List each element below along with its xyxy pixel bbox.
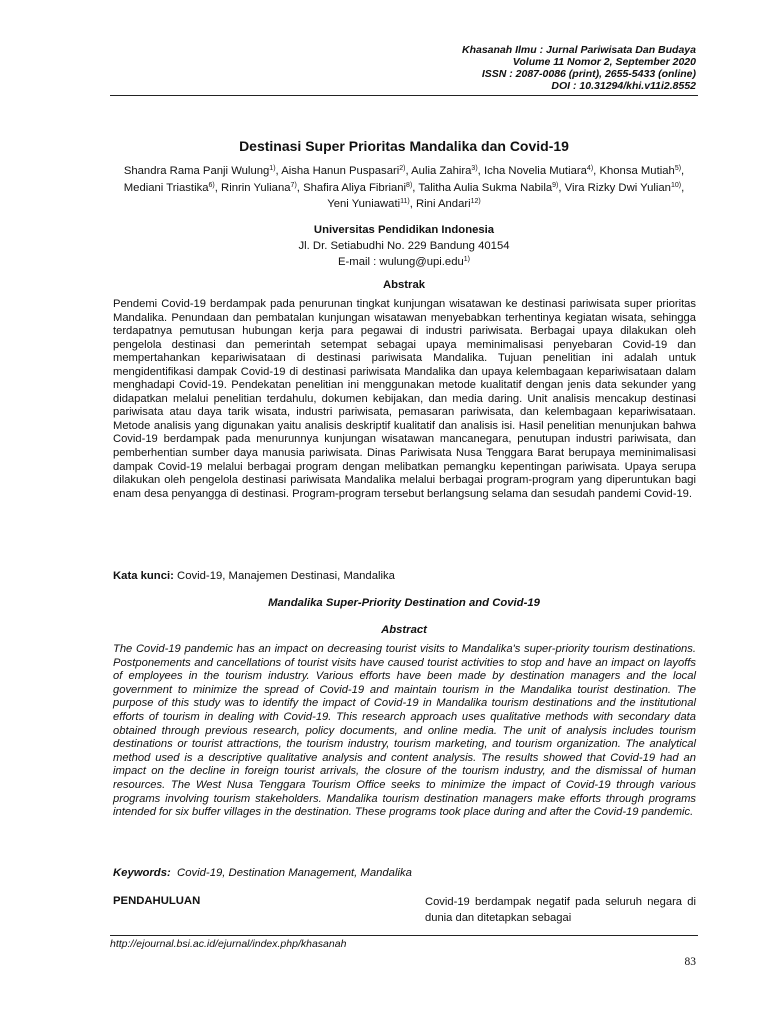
author bbox=[416, 198, 481, 210]
keywords-label: Keywords: bbox=[113, 867, 171, 879]
journal-doi[interactable]: DOI : 10.31294/khi.v11i2.8552 bbox=[551, 80, 696, 92]
institution-name: Universitas Pendidikan Indonesia bbox=[313, 224, 495, 236]
english-title: Mandalika Super-Priority Destination and Covid-19 bbox=[268, 597, 540, 609]
journal-url[interactable]: http://ejournal.bsi.ac.id/ejurnal/index.php/khasanah bbox=[110, 938, 347, 950]
abstract-heading: Abstract bbox=[381, 624, 427, 636]
author-name: Shafira Aliya Fibriani bbox=[303, 181, 407, 194]
author-name: Aulia Zahira bbox=[411, 165, 472, 177]
author bbox=[303, 182, 412, 194]
author bbox=[411, 165, 478, 177]
author-affiliation-marker: 12) bbox=[470, 198, 481, 205]
author-name: Mediani Triastika bbox=[123, 181, 209, 194]
intro-paragraph: Covid-19 berdampak negatif pada seluruh negara di dunia dan ditetapkan sebagai bbox=[425, 896, 696, 924]
author-affiliation-marker: 11) bbox=[400, 198, 410, 205]
author-affiliation-marker: 4) bbox=[586, 165, 594, 172]
page-number: 83 bbox=[684, 956, 696, 968]
footer-divider bbox=[110, 935, 698, 936]
author bbox=[327, 198, 409, 210]
author-name: Aisha Hanun Puspasari bbox=[281, 165, 400, 177]
section-heading: PENDAHULUAN bbox=[113, 895, 201, 907]
author bbox=[565, 182, 681, 194]
author-name: Rinrin Yuliana bbox=[221, 181, 291, 194]
author-name: Talitha Aulia Sukma Nabila bbox=[418, 181, 553, 194]
author bbox=[484, 165, 593, 177]
author bbox=[418, 182, 558, 194]
author-affiliation-marker: 6) bbox=[208, 181, 215, 189]
author-affiliation-marker: 5) bbox=[674, 165, 682, 172]
author-name: Shandra Rama Panji Wulung bbox=[123, 165, 270, 177]
author-affiliation-marker: 10) bbox=[670, 181, 682, 189]
keywords bbox=[113, 867, 412, 879]
author-affiliation-marker: 8) bbox=[406, 181, 413, 189]
author-affiliation-marker: 9) bbox=[552, 181, 559, 189]
kata-kunci-text: Covid-19, Manajemen Destinasi, Mandalika bbox=[177, 570, 395, 582]
author-affiliation-marker: 2) bbox=[399, 165, 406, 172]
author bbox=[281, 165, 405, 177]
journal-header bbox=[462, 44, 696, 92]
email-text[interactable]: E-mail : wulung@upi.edu bbox=[338, 256, 464, 268]
email-footnote-marker: 1) bbox=[463, 256, 470, 263]
author-affiliation-marker: 1) bbox=[269, 165, 276, 172]
affiliation-block bbox=[110, 222, 698, 270]
author-affiliation-marker: 3) bbox=[471, 165, 478, 172]
author-affiliation-marker: 7) bbox=[290, 181, 297, 189]
author-email[interactable] bbox=[110, 254, 698, 270]
author bbox=[124, 182, 215, 194]
journal-issn: ISSN : 2087-0086 (print), 2655-5433 (online) bbox=[481, 68, 696, 80]
author bbox=[221, 182, 297, 194]
author-name: Yeni Yuniawati bbox=[327, 198, 401, 210]
author bbox=[124, 165, 276, 177]
kata-kunci-label: Kata kunci: bbox=[113, 570, 174, 582]
author-name: Vira Rizky Dwi Yulian bbox=[564, 181, 671, 194]
kata-kunci bbox=[113, 570, 395, 582]
header-divider bbox=[110, 95, 698, 96]
author-list: Shandra Rama Panji Wulung$^{1)}$, Aisha Hanun Puspasari$^{2)}$, Aulia Zahira$^{3)}$, Icha Novelia Mutiara$^{4)}$, Khonsa Mutiah$^{5)}$, Mediani Triastika$^{6)}$, Rinrin Yuliana$^{7)}$, Shafira Aliya Fibriani$^{8)}$, Talitha Aulia Sukma Nabila$^{9)}$, Vira Rizky Dwi Yulian$^{10)}$, Yeni Yuniawati$^{11)}$, Rini Andari$^{12)}$ bbox=[123, 165, 685, 210]
author-name: Icha Novelia Mutiara bbox=[483, 165, 587, 177]
author bbox=[599, 165, 681, 177]
journal-name: Khasanah Ilmu : Jurnal Pariwisata Dan Budaya bbox=[462, 44, 696, 56]
abstract-text: The Covid-19 pandemic has an impact on decreasing tourist visits to Mandalika's super-priority tourism destinations. Postponements and cancellations of tourist visits have caused tourist activities to stop and have an impact on layoffs of employees in the tourism industry. Various efforts have been made by destination managers and the local government to minimize the spread of Covid-19 and maintain tourism in the Mandalika tourist destination. The purpose of this study was to identify the impact of Covid-19 in Mandalika tourism destinations and the institutional efforts of tourism in dealing with Covid-19. This research approach uses qualitative methods with secondary data obtained through previous research, policy documents, and online media. The unit of analysis includes tourism destinations or tourist attractions, the tourism industry, tourism marketing, and tourism organization. The analytical method used is a descriptive qualitative analysis and content analysis. The results showed that Covid-19 had an impact on the decline in foreign tourist arrivals, the closure of the tourism industry, and the dismissal of human resources. The West Nusa Tenggara Tourism Office seeks to minimize the impact of Covid-19 through various programs involving tourism stakeholders. Mandalika tourism destination managers make efforts through programs intended for six buffer villages in the destination. These programs took place during and after the Covid-19 pandemic. bbox=[113, 643, 696, 819]
author-name: Khonsa Mutiah bbox=[599, 165, 675, 177]
abstrak-heading: Abstrak bbox=[382, 279, 426, 291]
journal-volume: Volume 11 Nomor 2, September 2020 bbox=[512, 56, 696, 68]
keywords-text: Covid-19, Destination Management, Mandalika bbox=[177, 867, 412, 879]
article-title: Destinasi Super Prioritas Mandalika dan Covid-19 bbox=[239, 138, 569, 154]
abstrak-text: Pendemi Covid-19 berdampak pada penurunan tingkat kunjungan wisatawan ke destinasi pariwisata super prioritas Mandalika. Penundaan dan pembatalan kunjungan wisatawan menyebabkan terhentinya kegiatan wisata, sehingga terdapatnya pemutusan hubungan kerja para pegawai di industri pariwisata. Berbagai upaya dilakukan oleh pengelola destinasi dan pemerintah setempat sebagai upaya meminimalisasi penyebaran Covid-19 dan mempertahankan kepariwisataan di destinasi pariwisata Mandalika. Tujuan penelitian ini adalah untuk mengidentifikasi dampak Covid-19 di destinasi pariwisata Mandalika dan upaya kelembagaan kepariwisataan dalam menghadapi Covid-19. Pendekatan penelitian ini menggunakan metode kualitatif dengan jenis data sekunder yang didapatkan melalui penelitian terdahulu, dokumen kebijakan, dan media daring. Unit analisis mencakup destinasi pariwisata atau daya tarik wisata, industri pariwisata, pemasaran pariwisata, dan kelembagaan kepariwisataan. Metode analisis yang digunakan yaitu analisis deskriptif kualitatif dan analisis isi. Hasil penelitian menunjukan bahwa Covid-19 berdampak pada menurunnya kunjungan wisatawan mancanegara, penutupan industri pariwisata, dan pemberhentian sumber daya manusia pariwisata. Dinas Pariwisata Nusa Tenggara Barat berupaya meminimalisasi dampak Covid-19 melalui berbagai program dengan melibatkan pemangku kepentingan pariwisata. Upaya serupa dilakukan oleh pengelola destinasi pariwisata Mandalika melalui berbagai program-program yang diperuntukan bagi enam desa penyangga di destinasi. Program-program tersebut berlangsung selama dan sesudah pandemi Covid-19. bbox=[113, 298, 696, 500]
institution-address: Jl. Dr. Setiabudhi No. 229 Bandung 40154 bbox=[298, 240, 510, 252]
author-name: Rini Andari bbox=[416, 198, 471, 210]
